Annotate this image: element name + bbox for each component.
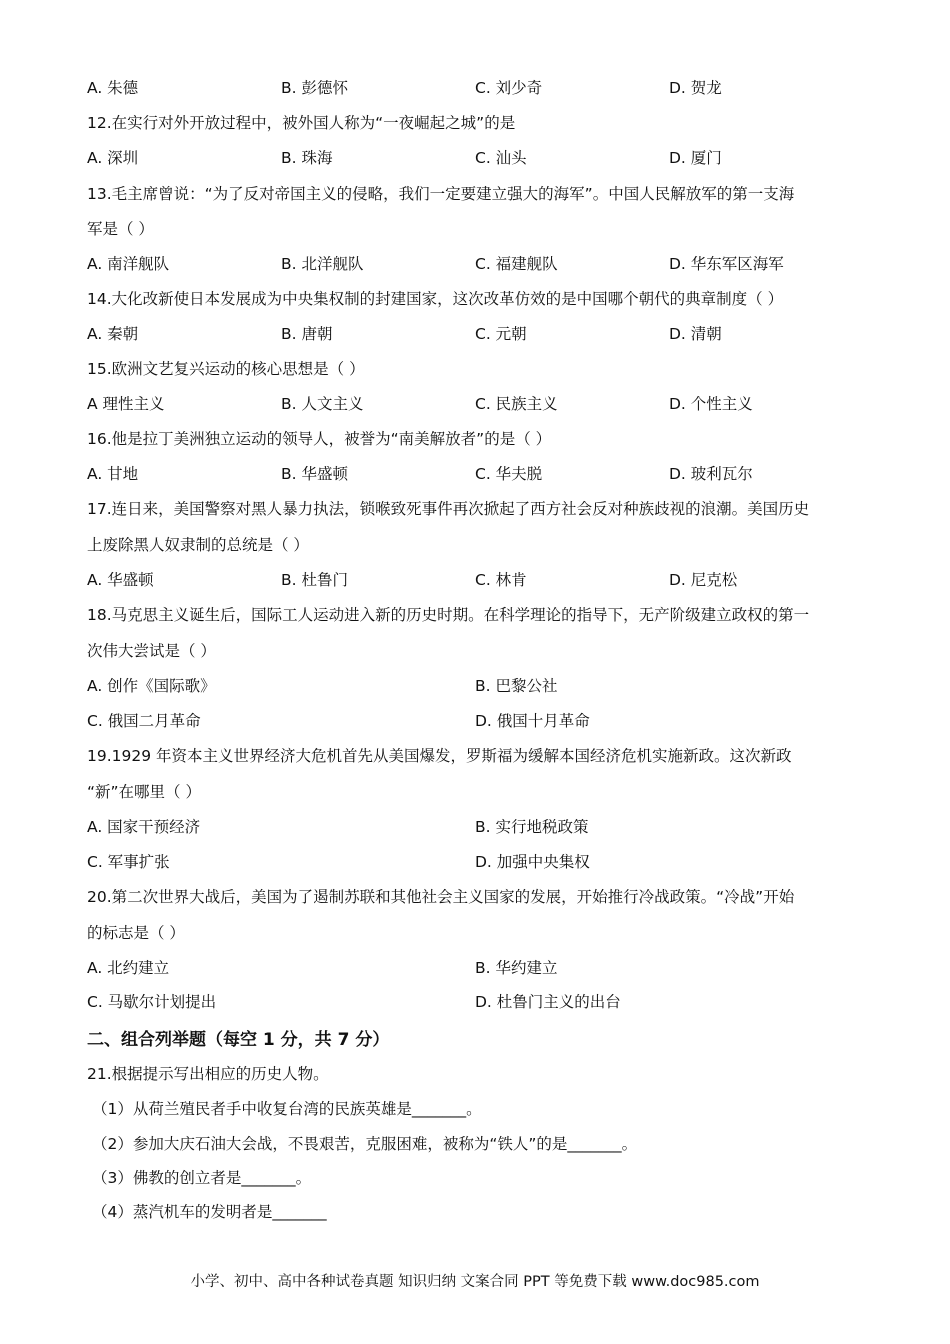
- q14-options: [87, 322, 867, 344]
- q18-option-d: D. 俄国十月革命: [475, 712, 590, 730]
- q19-stem-line1: 19.1929 年资本主义世界经济大危机首先从美国爆发，罗斯福为缓解本国经济危机实施新政。这次新政: [87, 747, 792, 765]
- q11-option-a: A. 朱德: [87, 79, 139, 97]
- q21-stem: 21.根据提示写出相应的历史人物。: [87, 1065, 329, 1083]
- q19-option-a: A. 国家干预经济: [87, 818, 201, 836]
- q15-option-c: C. 民族主义: [475, 395, 558, 413]
- q14-option-b: B. 唐朝: [281, 325, 333, 343]
- q13-stem-line2: 军是（ ）: [87, 220, 154, 238]
- q17-options: [87, 568, 867, 590]
- q18-option-c: C. 俄国二月革命: [87, 712, 201, 730]
- q13-stem-line1: 13.毛主席曾说：“为了反对帝国主义的侵略，我们一定要建立强大的海军”。中国人民解放军的第一支海: [87, 185, 795, 203]
- q20-stem-line2: 的标志是（ ）: [87, 924, 185, 942]
- q19-options-row2: [87, 850, 867, 872]
- q21-sub-3: （3）佛教的创立者是_______。: [92, 1169, 312, 1187]
- section-2-heading: 二、组合列举题（每空 1 分，共 7 分）: [87, 1030, 390, 1050]
- q11-option-c: C. 刘少奇: [475, 79, 543, 97]
- q13-option-a: A. 南洋舰队: [87, 255, 170, 273]
- q15-option-d: D. 个性主义: [669, 395, 753, 413]
- q19-stem-line2: “新”在哪里（ ）: [87, 783, 201, 801]
- q20-stem-line1: 20.第二次世界大战后，美国为了遏制苏联和其他社会主义国家的发展，开始推行冷战政策。“冷战”开始: [87, 888, 795, 906]
- q15-stem: 15.欧洲文艺复兴运动的核心思想是（ ）: [87, 360, 365, 378]
- q19-option-b: B. 实行地税政策: [475, 818, 589, 836]
- q17-option-c: C. 林肯: [475, 571, 527, 589]
- q17-option-d: D. 尼克松: [669, 571, 738, 589]
- q18-option-a: A. 创作《国际歌》: [87, 677, 216, 695]
- q20-options-row1: [87, 956, 867, 978]
- q16-option-a: A. 甘地: [87, 465, 139, 483]
- q16-options: [87, 462, 867, 484]
- q18-options-row2: [87, 709, 867, 731]
- q19-option-d: D. 加强中央集权: [475, 853, 590, 871]
- page-footer: 小学、初中、高中各种试卷真题 知识归纳 文案合同 PPT 等免费下载 www.doc985.com: [190, 1274, 760, 1290]
- q16-option-b: B. 华盛顿: [281, 465, 348, 483]
- q15-option-a: A 理性主义: [87, 395, 165, 413]
- q14-stem: 14.大化改新使日本发展成为中央集权制的封建国家，这次改革仿效的是中国哪个朝代的典章制度（ ）: [87, 290, 784, 308]
- q17-stem-line1: 17.连日来，美国警察对黑人暴力执法，锁喉致死事件再次掀起了西方社会反对种族歧视的浪潮。美国历史: [87, 500, 810, 518]
- q11-option-b: B. 彭德怀: [281, 79, 348, 97]
- q18-options-row1: [87, 674, 867, 696]
- q16-option-c: C. 华夫脱: [475, 465, 543, 483]
- q13-option-d: D. 华东军区海军: [669, 255, 784, 273]
- q20-options-row2: [87, 990, 867, 1012]
- q20-option-c: C. 马歇尔计划提出: [87, 993, 217, 1011]
- q11-options: [87, 76, 867, 98]
- q19-options-row1: [87, 815, 867, 837]
- q21-sub-1: （1）从荷兰殖民者手中收复台湾的民族英雄是_______。: [92, 1100, 482, 1118]
- q14-option-c: C. 元朝: [475, 325, 527, 343]
- q21-sub-2: （2）参加大庆石油大会战，不畏艰苦，克服困难，被称为“铁人”的是_______。: [92, 1135, 638, 1153]
- q18-stem-line1: 18.马克思主义诞生后，国际工人运动进入新的历史时期。在科学理论的指导下，无产阶级建立政权的第一: [87, 606, 810, 624]
- q12-options: [87, 146, 867, 168]
- q15-options: [87, 392, 867, 414]
- q15-option-b: B. 人文主义: [281, 395, 364, 413]
- q17-option-b: B. 杜鲁门: [281, 571, 348, 589]
- q11-option-d: D. 贺龙: [669, 79, 722, 97]
- q16-option-d: D. 玻利瓦尔: [669, 465, 753, 483]
- q18-stem-line2: 次伟大尝试是（ ）: [87, 642, 216, 660]
- q17-option-a: A. 华盛顿: [87, 571, 154, 589]
- q18-option-b: B. 巴黎公社: [475, 677, 558, 695]
- q14-option-a: A. 秦朝: [87, 325, 139, 343]
- q19-option-c: C. 军事扩张: [87, 853, 170, 871]
- q13-options: [87, 252, 867, 274]
- q14-option-d: D. 清朝: [669, 325, 722, 343]
- q12-option-a: A. 深圳: [87, 149, 139, 167]
- q13-option-b: B. 北洋舰队: [281, 255, 364, 273]
- q20-option-d: D. 杜鲁门主义的出台: [475, 993, 621, 1011]
- q12-option-c: C. 汕头: [475, 149, 527, 167]
- q12-option-b: B. 珠海: [281, 149, 333, 167]
- q20-option-b: B. 华约建立: [475, 959, 558, 977]
- q17-stem-line2: 上废除黑人奴隶制的总统是（ ）: [87, 536, 309, 554]
- q21-sub-4: （4）蒸汽机车的发明者是_______: [92, 1203, 327, 1221]
- q12-option-d: D. 厦门: [669, 149, 722, 167]
- q16-stem: 16.他是拉丁美洲独立运动的领导人，被誉为“南美解放者”的是（ ）: [87, 430, 552, 448]
- q12-stem: 12.在实行对外开放过程中，被外国人称为“一夜崛起之城”的是: [87, 114, 516, 132]
- q20-option-a: A. 北约建立: [87, 959, 170, 977]
- q13-option-c: C. 福建舰队: [475, 255, 558, 273]
